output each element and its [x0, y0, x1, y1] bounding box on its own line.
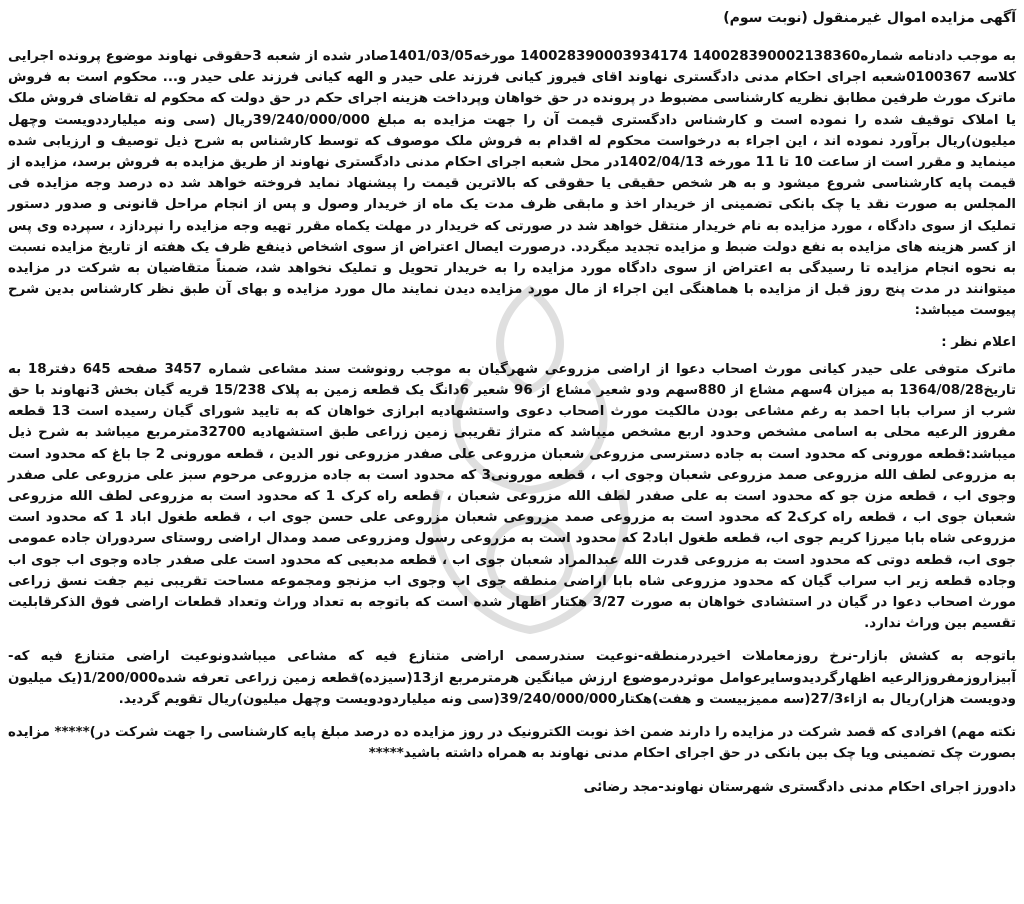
- expert-label: اعلام نظر :: [941, 334, 1016, 350]
- signature: دادورز اجرای احکام مدنی دادگستری شهرستان نهاوند-مجد رضائی: [583, 779, 1016, 795]
- note-paragraph: نکته مهم) افرادی که قصد شرکت در مزایده را دارند ضمن اخذ نوبت الکترونیک در روز مزایده ده درصد مبلغ پایه کارشناسی را جهت شرکت در)***** مزایده بصورت چک تضمینی ویا چک بین بانکی در حق اجرای احکام مدنی نهاوند به همراه داشته باشید*****: [8, 725, 1016, 762]
- notice-title: آگهی مزایده اموال غیرمنقول (نوبت سوم): [723, 10, 1016, 26]
- main-paragraph: به موجب دادنامه شماره140028390002138360 140028390003934174 مورخه1401/03/05صادر شده از شعبه 3حقوقی نهاوند موضوع پرونده اجرایی کلاسه 0100367شعبه اجرای احکام مدنی دادگستری نهاوند اقای فیروز کیانی فرزند علی حیدر و الهه کیانی فرزند علی حیدر و... محکوم است به فروش ماترک مورث طرفین مطابق نظریه کارشناسی مضبوط در پرونده در حق خواهان وپرداخت هزینه اجرای حکم در حق دولت که محکوم له تقاضای فروش ملک یا املاک توقیف شده را نموده است و کارشناس دادگستری قیمت آن را جهت مزایده به مبلغ 39/240/000/000ریال (سی ونه میلیارددویست وچهل میلیون)ریال برآورد نموده اند ، این اجراء به درخواست محکوم له اقدام به فروش ملک موصوف که توسط کارشناس به شرح ذیل توصیف و ارزیابی شده مینماید و مقرر است از ساعت 10 تا 11 مورخه 1402/04/13در محل شعبه اجرای احکام مدنی دادگستری نهاوند از طریق مزایده به فروش برسد، مزایده از قیمت پایه کارشناسی شروع میشود و به هر شخص حقیقی یا حقوقی که بالاترین قیمت را پیشنهاد نماید فروخته خواهد شد ده درصد وجه مزایده فی المجلس به صورت نقد یا چک بانکی تضمینی از خریدار اخذ و مابقی ظرف مدت یک ماه از خریدار وصول و پس از انجام مراحل قانونی و صدور دستور تملیک از سوی دادگاه ، مورد مزایده به نام خریدار منتقل خواهد شد در صورتی که خریدار در مهلت یکماه مقرر تهیه وجه مزایده را نپردازد ، سپرده وی پس از کسر هزینه های مزایده به نفع دولت ضبط و مزایده تجدید میگردد. درصورت ایصال اعتراض از سوی اشخاص ذینفع ظرف یک هفته از تاریخ مزایده نسبت به نحوه انجام مزایده تا رسیدگی به اعتراض از سوی دادگاه مورد مزایده را به خریدار تحویل و تملیک نخواهد شد، ضمناً متقاضیان به شرکت در مزایده میتوانند در مدت پنج روز قبل از مزایده با هماهنگی این اجراء از مال مورد مزایده دیدن نمایند مال مورد مزایده و بهای آن طبق نظر کارشناس بدین شرح پیوست میباشد:: [8, 49, 1016, 319]
- valuation-paragraph: باتوجه به کشش بازار-نرخ روزمعاملات اخیردرمنطقه-نوعیت سندرسمی اراضی متنازع فیه که مشاعی میباشدونوعیت اراضی متنازع فیه که- آبیزاروزمفروزالرعیه اظهارگردیدوسایرعوامل موثردرموضوع ارزش میانگین هرمترمربع از13(سیزده)قطعه زمین زراعی تعرفه شده1/200/000(یک میلیون ودویست هزار)ریال به ازاء27/3(سه ممیزبیست و هفت)هکتار39/240/000/000(سی ونه میلیاردودویست وچهل میلیون)ریال تقویم گردید.: [8, 649, 1016, 707]
- property-paragraph: ماترک متوفی علی حیدر کیانی مورث اصحاب دعوا از اراضی مزروعی شهرگیان به موجب رونوشت سند مشاعی شماره 3457 صفحه 645 دفتر18 به تاریخ1364/08/28 به میزان 4سهم مشاع از 880سهم ودو شعیر مشاع از 96 شعیر 6دانگ یک قطعه زمین به پلاک 15/238 قریه گیان بخش 3نهاوند با حق شرب از سراب بابا احمد به رغم مشاعی بودن مالکیت مورث اصحاب دعوی واستشهادیه ابرازی خواهان که به تایید شورای گیان رسیده است 13 قطعه مفروز الرعیه محلی به اسامی مشخص وحدود اربع مشخص میباشد که متراژ تقریبی زمین زراعی طبق استشهادیه 32700مترمربع میباشد به شرح ذیل میباشد:قطعه مورونی که محدود است به جاده دسترسی مزروعی شعبان مزروعی علی صفدر مزروعی نور الدین ، قطعه مورونی 2 جا باغ که محدود است به مزروعی لطف الله مزروعی صمد مزروعی شعبان وجوی اب ، قطعه مورونی3 که محدود است به جاده مزروعی مرحوم سبز علی مزروعی علی صفدر وجوی اب ، قطعه مزن جو که محدود است به علی صفدر لطف الله مزروعی شعبان ، قطعه راه کرک 1 که محدود است به مزروعی لطف الله مزروعی شعبان جوی اب ، قطعه راه کرک2 که محدود است به مزروعی صمد مزروعی شعبان مزروعی علی حسن جوی اب ، قطعه طغول اباد 1 که محدود است مزروعی شاه بابا میرزا کریم جوی اب، قطعه طغول اباد2 که محدود است به مزروعی رسول ومزروعی صمد ومدال اراضی روستای سردوران جاده عمومی جوی اب، قطعه دوتی که محدود است به مزروعی قدرت الله عبدالمراد شعبان جوی اب ، قطعه مدبعیی که محدود است علی صفدر جاده وجوی اب جوی اب وجاده قطعه زیر اب سراب گیان که محدود مزروعی شاه بابا اراضی منطقه جوی اب وجوی اب مزنجو ومجموعه مساحت تقریبی نیم جفت نسق زراعی مورث اصحاب دعوا در گیان در استشادی خواهان به صورت 3/27 هکتار اظهار شده است که باتوجه به تعداد وراث وتعداد قطعات اراضی فوق الذکرقابلیت تقسیم بین وراث ندارد.: [8, 361, 1017, 632]
